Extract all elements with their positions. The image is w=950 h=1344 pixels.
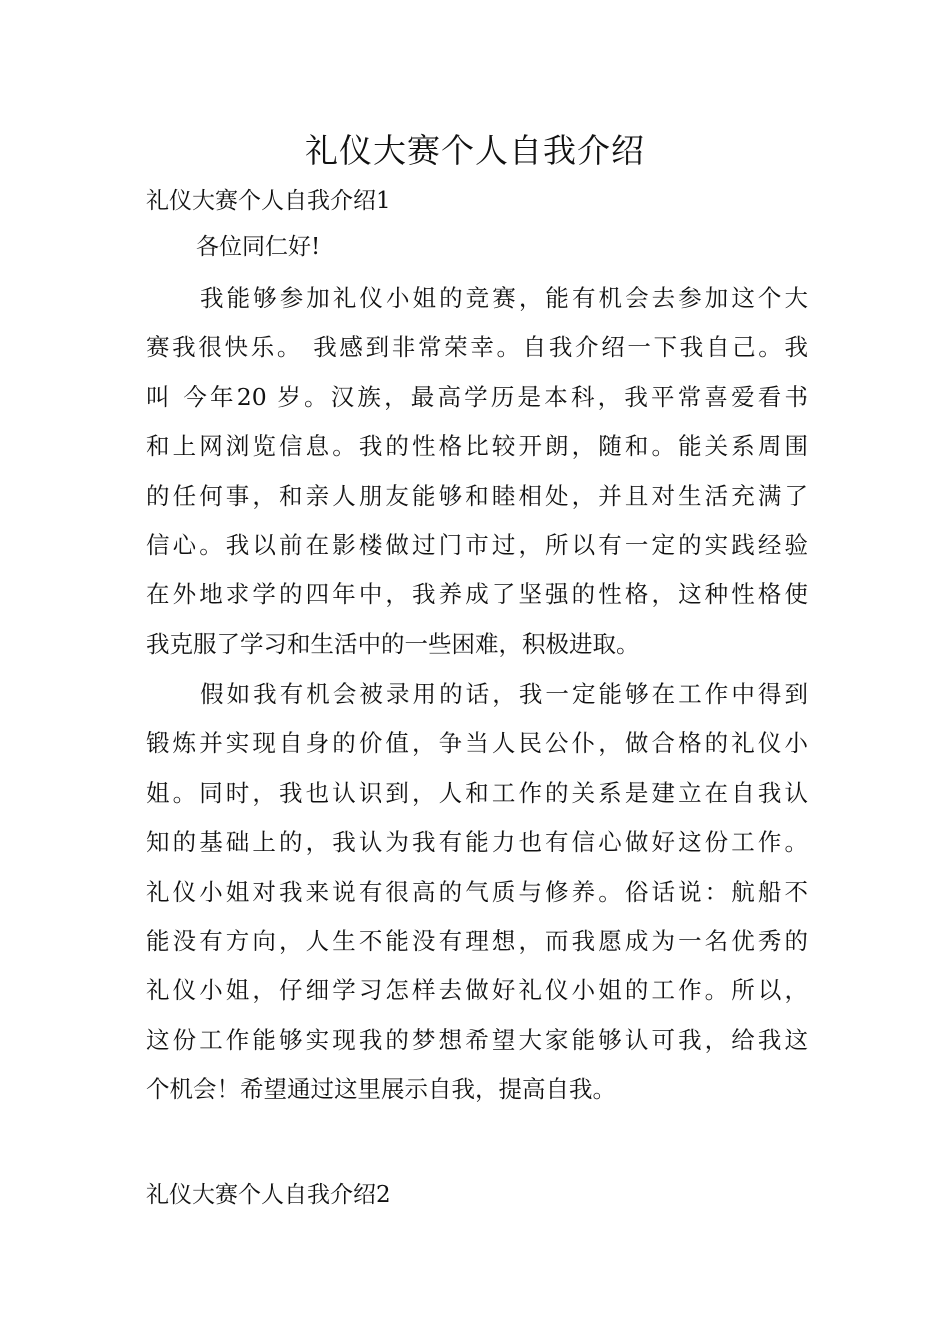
section-heading-1: 礼仪大赛个人自我介绍1 xyxy=(146,188,391,214)
paragraph-line: 和上网浏览信息。我的性格比较开朗，随和。能关系周围 xyxy=(146,432,808,461)
paragraph-line: 礼仪小姐，仔细学习怎样去做好礼仪小姐的工作。所以， xyxy=(146,976,808,1005)
greeting: 各位同仁好! xyxy=(196,234,321,260)
section-heading-2: 礼仪大赛个人自我介绍2 xyxy=(146,1182,391,1208)
paragraph-line: 个机会！希望通过这里展示自我，提高自我。 xyxy=(146,1075,616,1104)
paragraph-line: 能没有方向，人生不能没有理想，而我愿成为一名优秀的 xyxy=(146,926,808,955)
paragraph-line: 赛我很快乐。 我感到非常荣幸。自我介绍一下我自己。我 xyxy=(146,333,808,362)
paragraph-line: 信心。我以前在影楼做过门市过，所以有一定的实践经验 xyxy=(146,530,808,559)
paragraph-line: 知的基础上的，我认为我有能力也有信心做好这份工作。 xyxy=(146,828,808,857)
paragraph-line: 在外地求学的四年中，我养成了坚强的性格，这种性格使 xyxy=(146,580,808,609)
paragraph-line: 我克服了学习和生活中的一些困难，积极进取。 xyxy=(146,629,640,658)
document-title: 礼仪大赛个人自我介绍 xyxy=(305,131,645,170)
paragraph-line: 的任何事，和亲人朋友能够和睦相处，并且对生活充满了 xyxy=(146,481,808,510)
paragraph-2 xyxy=(146,679,808,1124)
paragraph-line: 叫 今年20 岁。汉族，最高学历是本科，我平常喜爱看书 xyxy=(146,382,808,411)
paragraph-line: 这份工作能够实现我的梦想希望大家能够认可我，给我这 xyxy=(146,1025,808,1054)
paragraph-line: 假如我有机会被录用的话，我一定能够在工作中得到 xyxy=(200,680,808,708)
paragraph-line: 锻炼并实现自身的价值，争当人民公仆，做合格的礼仪小 xyxy=(146,729,808,758)
paragraph-line: 姐。同时，我也认识到，人和工作的关系是建立在自我认 xyxy=(146,778,808,807)
paragraph-1 xyxy=(146,283,808,678)
paragraph-line: 我能够参加礼仪小姐的竞赛，能有机会去参加这个大 xyxy=(200,284,808,312)
paragraph-line: 礼仪小姐对我来说有很高的气质与修养。俗话说：航船不 xyxy=(146,877,808,906)
